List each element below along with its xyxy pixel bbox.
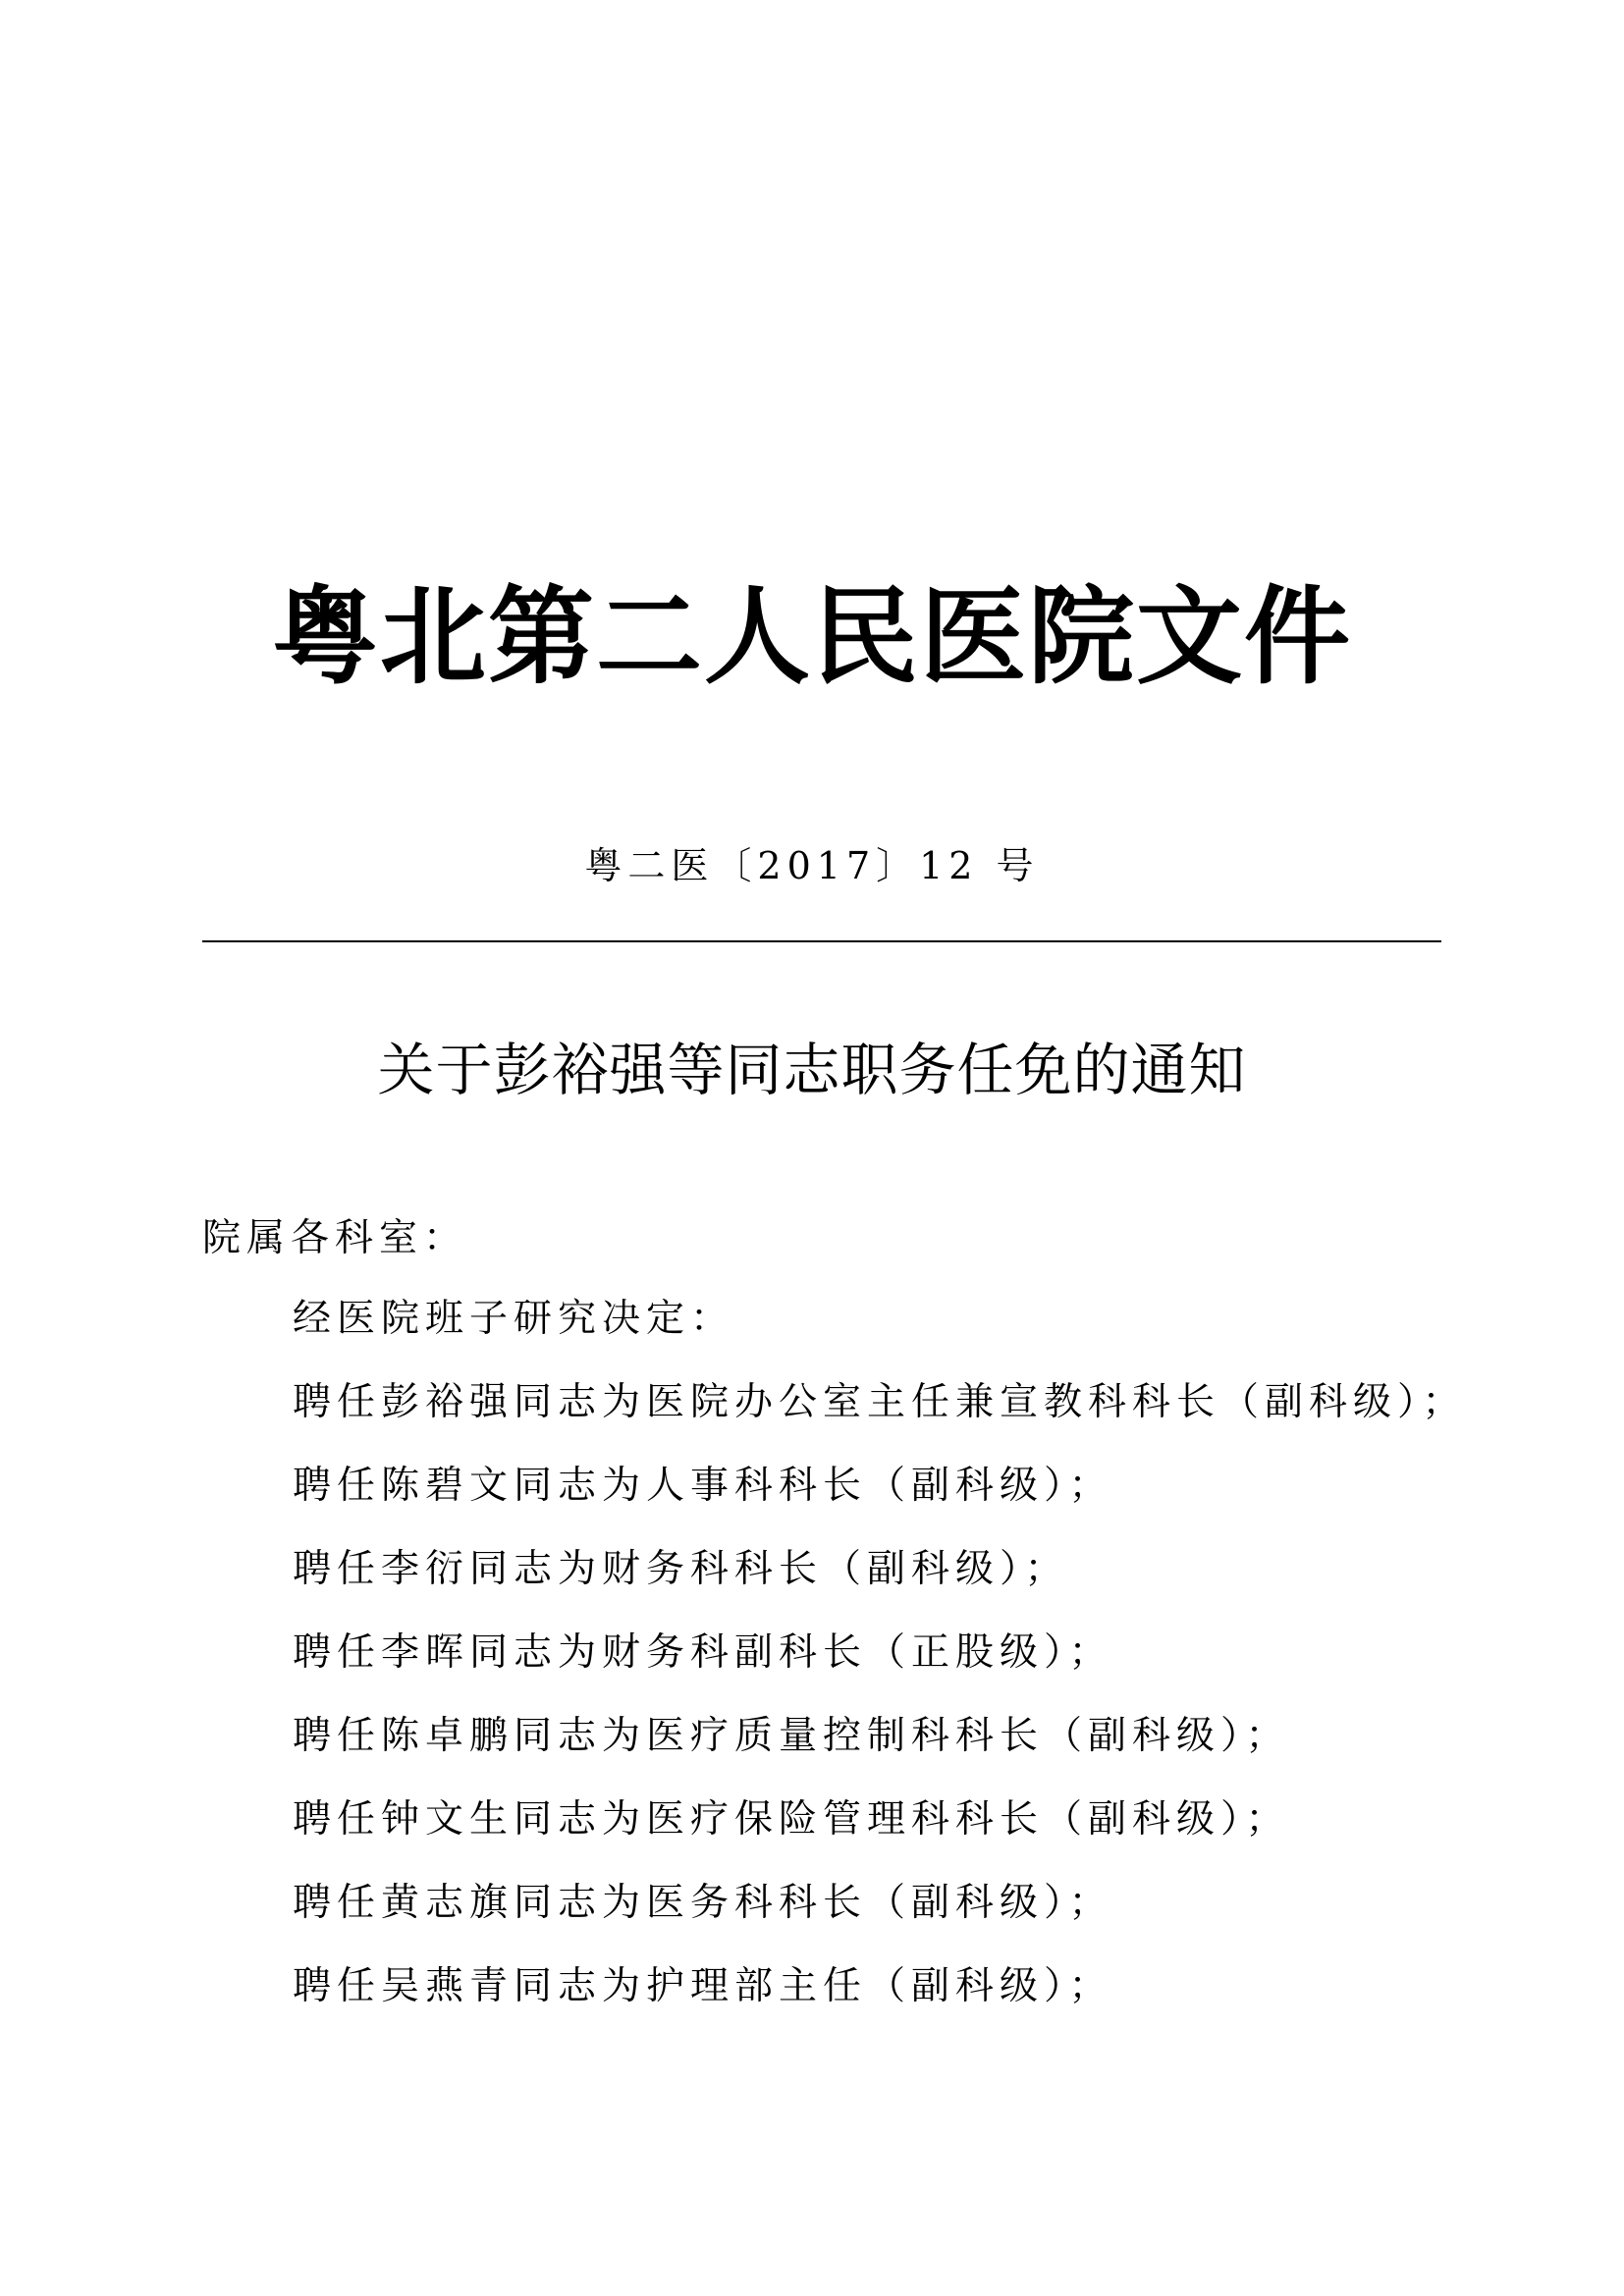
- appointment-line: 聘任钟文生同志为医疗保险管理科科长（副科级）；: [293, 1797, 1290, 1842]
- document-header-title: 粤北第二人民医院文件: [271, 576, 1352, 699]
- appointment-line: 聘任陈卓鹏同志为医疗质量控制科科长（副科级）；: [293, 1714, 1290, 1758]
- appointment-list: [293, 1290, 1467, 2041]
- header-divider: [202, 940, 1441, 942]
- appointment-line: 聘任李衍同志为财务科科长（副科级）；: [293, 1547, 1069, 1591]
- intro-line: 经医院班子研究决定：: [293, 1297, 735, 1341]
- appointment-line: 聘任吴燕青同志为护理部主任（副科级）；: [293, 1964, 1113, 2008]
- document-number: 粤二医〔2017〕12 号: [584, 844, 1040, 887]
- appointment-line: 聘任彭裕强同志为医院办公室主任兼宣教科科长（副科级）；: [293, 1380, 1467, 1424]
- appointment-line: 聘任陈碧文同志为人事科科长（副科级）；: [293, 1464, 1113, 1508]
- notice-title: 关于彭裕强等同志职务任免的通知: [377, 1037, 1247, 1103]
- appointment-line: 聘任李晖同志为财务科副科长（正股级）；: [293, 1630, 1113, 1675]
- salutation: 院属各科室：: [202, 1216, 468, 1260]
- appointment-line: 聘任黄志旗同志为医务科科长（副科级）；: [293, 1881, 1113, 1925]
